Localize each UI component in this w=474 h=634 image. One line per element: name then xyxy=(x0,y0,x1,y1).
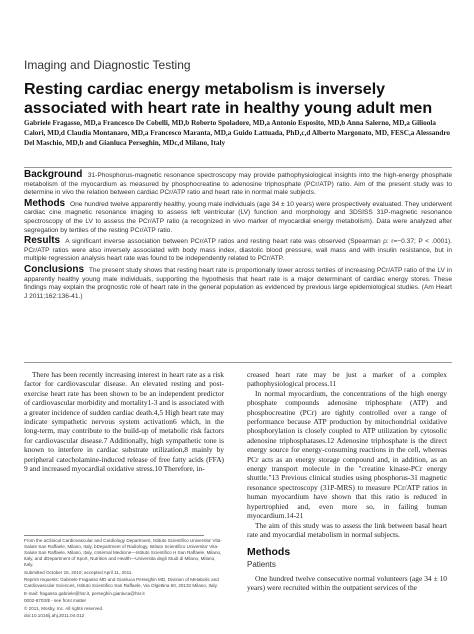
intro-paragraph-3: The aim of this study was to assess the link between basal heart rate and myocardial metabolism in normal subjects. xyxy=(247,520,447,539)
methods-paragraph: One hundred twelve consecutive normal volunteers (age 34 ± 10 years) were recruited within the outpatient services of the xyxy=(247,574,447,593)
section-label: Imaging and Diagnostic Testing xyxy=(24,58,191,72)
affiliation-divider xyxy=(24,535,204,536)
results-heading: Results xyxy=(24,235,61,247)
results-text: A significant inverse association between PCr/ATP ratios and resting heart rate was observed (Spearman ρ: r=−0.37; P < .0001). PCr/ATP ratios were also inversely associated with body mass index, diastolic blood pressure, wall mass and with insulin resistance, but in multiple regression analysis heart rate was found to be independently related to PCr/ATP. xyxy=(24,238,453,263)
abstract-methods xyxy=(24,197,452,235)
affiliation-line: E-mail: fragasso.gabriele@hsr.it, perseghin.gianluca@hsr.it xyxy=(24,590,145,596)
methods-text: One hundred twelve apparently healthy, young male individuals (age 34 ± 10 years) were prospectively evaluated. They underwent cardiac cine magnetic resonance imaging to assess left ventricular (LV) function and morphology and 3DSISS 31P-magnetic resonance spectroscopy of the LV to assess the PCr/ATP ratio (a recognized in vivo marker of myocardial energy metabolism). Data were analyzed after segregation by tertiles of the resting PCr/ATP ratio. xyxy=(24,200,452,234)
intro-paragraph: There has been recently increasing interest in heart rate as a risk factor for cardiovascular disease. An elevated resting and post-exercise heart rate has been shown to be an independent predictor of cardiovascular morbidity and mortality1-3 and is associated with a greater incidence of sudden cardiac death.4,5 High heart rate may indicate sympathetic nervous system activation6 which, in the long-term, may contribute to the build-up of metabolic risk factors for cardiovascular disease.7 Additionally, high sympathetic tone is known to interfere in cardiac substrate utilization,8 mainly by peripheral catecholamine-induced release of free fatty acids (FFA) 9 and increased myocardial oxidative stress.10 Therefore, in- xyxy=(24,370,224,474)
abstract-results xyxy=(24,237,452,264)
conclusions-heading: Conclusions xyxy=(24,263,85,275)
patients-subheading: Patients xyxy=(247,560,276,569)
conclusions-text: The present study shows that resting heart rate is proportionally lower across tertiles of increasing PCr/ATP ratio of the LV in apparently healthy young male individuals, supporting the hypothesis that heart rate is a major determinant of cardiac energy stores. These findings may explain the prognostic role of heart rate in the general population as evidenced by previous large epidemiological studies. (Am Heart J 2011;162:136-41.) xyxy=(24,266,452,300)
abstract-background xyxy=(24,171,452,198)
abstract xyxy=(24,167,452,303)
background-text: 31-Phosphorus-magnetic resonance spectroscopy may provide pathophysiological insights into the high-energy phosphate metabolism of the myocardium as measured by phosphocreatine to adenosine triphosphate (PCr/ATP) ratio. Aim of the present study was to determine in vivo the relation between cardiac PCr/ATP ratio and heart rate in normal male subjects. xyxy=(24,172,452,197)
abstract-conclusions xyxy=(24,263,452,301)
affiliation-line: Submitted October 15, 2010; accepted April 11, 2011. xyxy=(24,569,133,575)
abstract-divider xyxy=(24,362,452,363)
intro-paragraph-2: In normal myocardium, the concentrations of the high energy phosphate compounds adenosine triphosphate (ATP) and phosphocreatine (PCr) are tightly controlled over a range of performance because ATP production by mitochondrial oxidative phosphorylation is closely coupled to ATP utilization by cytosolic adenosine triphosphatases.12 Adenosine triphosphate is the direct energy source for energy-consuming reactions in the cell, whereas PCr acts as an energy storage compound and, in addition, as an energy transport molecule in the "creatine kinase-PCr energy shuttle."13 Previous clinical studies using phosphorus-31 magnetic resonance spectroscopy (31P-MRS) to measure PCr/ATP ratios in human myocardium have shown that this ratio is reduced in hypertrophied and, even more so, in failing human myocardium.14-21 xyxy=(247,388,447,521)
article-title: Resting cardiac energy metabolism is inversely associated with heart rate in healthy young adult men xyxy=(24,81,433,117)
affiliations xyxy=(24,538,224,621)
body-column-right xyxy=(247,370,447,539)
methods-heading: Methods xyxy=(24,197,66,209)
affiliation-line: 0002-8703/$ - see front matter xyxy=(24,598,87,603)
intro-continuation: creased heart rate may be just a marker of a complex pathophysiological process.11 xyxy=(247,370,447,389)
author-list: Gabriele Fragasso, MD,a Francesco De Cobelli, MD,b Roberto Spoladore, MD,a Antonio Esposito, MD,b Anna Salerno, MD,a Gilioola Calori, MD,d Claudia Montanaro, MD,a Francesco Maranta, MD,a Guido Lattuada, PhD,c,d Alberto Margonato, MD, FESC,a Alessandro Del Maschio, MD,b and Gianluca Perseghin, MDc,d Milano, Italy xyxy=(24,119,450,147)
background-heading: Background xyxy=(24,169,83,180)
affiliation-line: From the aClinical Cardiovascular and Cardiology Department, Istituto Scientifico Universita' Vita-Salute San Raffaele, Milano, Italy, bDepartment of Radiology, Istituto Scientifico Universita' Vita-Salute San Raffaele, Milano, Italy, cInternal Medicine—Istituto Scientifico H San Raffaele, Milano, Italy, and dDepartment of Sport, Nutrition and Health—Universita degli Studi di Milano, Milano, Italy. xyxy=(24,538,222,567)
affiliation-line: Reprint requests: Gabriele Fragasso MD and Gianluca Perseghin MD, Division of Metabolic and Cardiovascular Sciences, Istituto Scientifico San Raffaele, Via Olgettina 60, 20132 Milano, Italy. xyxy=(24,577,219,588)
affiliation-line: doi:10.1016/j.ahj.2011.04.012 xyxy=(24,613,85,618)
methods-heading: Methods xyxy=(247,546,291,558)
affiliation-line: © 2011, Mosby, Inc. All rights reserved. xyxy=(24,605,104,611)
body-column-left xyxy=(24,370,224,473)
